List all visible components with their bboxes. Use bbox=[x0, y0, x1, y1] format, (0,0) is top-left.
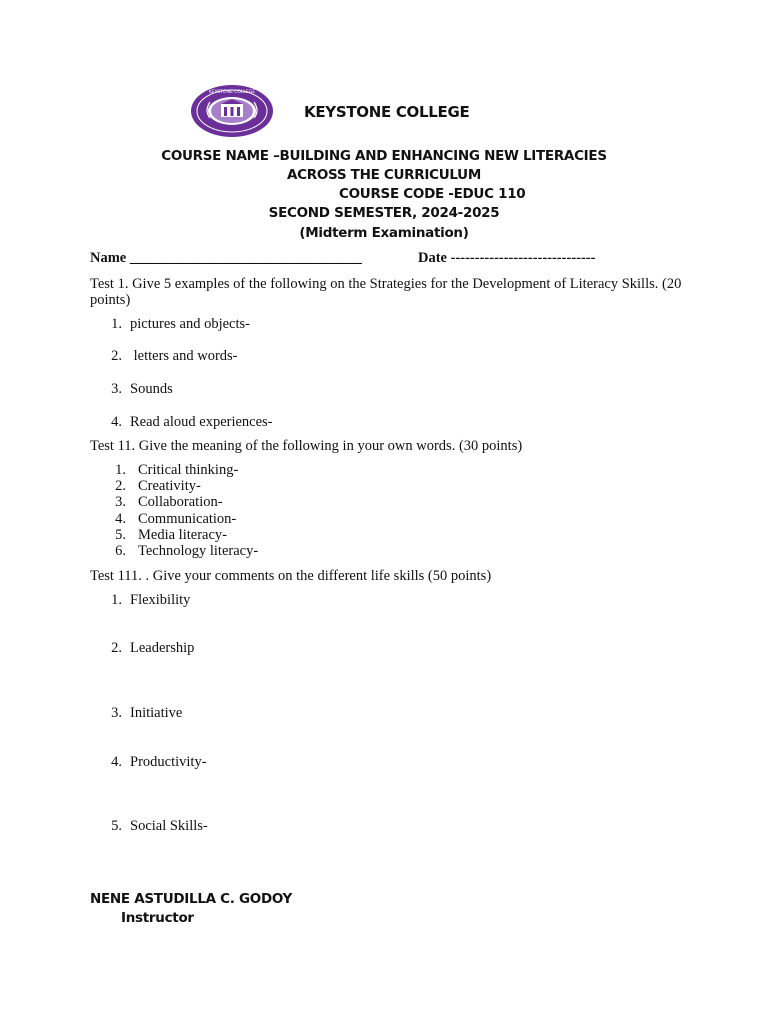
list-item: 2. Creativity- bbox=[115, 478, 201, 494]
list-item: 1. Critical thinking- bbox=[115, 462, 239, 478]
college-logo bbox=[190, 84, 274, 138]
list-item: 3. Collaboration- bbox=[115, 494, 223, 510]
list-item: 2. letters and words- bbox=[111, 348, 238, 364]
list-item: 1. Flexibility bbox=[111, 592, 191, 608]
list-item: 3. Initiative bbox=[111, 705, 183, 721]
svg-text:KEYSTONE COLLEGE: KEYSTONE COLLEGE bbox=[208, 90, 256, 95]
test3-instruction: Test 111. . Give your comments on the different life skills (50 points) bbox=[90, 568, 492, 584]
exam-type: (Midterm Examination) bbox=[299, 225, 469, 241]
course-name-line1: COURSE NAME –BUILDING AND ENHANCING NEW LITERACIES bbox=[161, 148, 607, 164]
list-item: 1. pictures and objects- bbox=[111, 316, 250, 332]
college-name: KEYSTONE COLLEGE bbox=[304, 103, 470, 121]
instructor-title: Instructor bbox=[121, 910, 194, 926]
list-item: 4. Read aloud experiences- bbox=[111, 414, 273, 430]
list-item: 4. Communication- bbox=[115, 511, 237, 527]
semester: SECOND SEMESTER, 2024-2025 bbox=[268, 205, 500, 221]
test1-instruction-line1: Test 1. Give 5 examples of the following on the Strategies for the Development of Literacy Skills. (20 bbox=[90, 276, 682, 292]
list-item: 2. Leadership bbox=[111, 640, 195, 656]
test1-instruction-line2: points) bbox=[90, 292, 131, 308]
date-field: Date ------------------------------ bbox=[418, 250, 596, 266]
list-item: 5. Social Skills- bbox=[111, 818, 208, 834]
name-field: Name ________________________________ bbox=[90, 250, 362, 266]
course-code: COURSE CODE -EDUC 110 bbox=[339, 186, 526, 202]
test2-instruction: Test 11. Give the meaning of the following in your own words. (30 points) bbox=[90, 438, 523, 454]
instructor-name: NENE ASTUDILLA C. GODOY bbox=[90, 891, 293, 907]
list-item: 3. Sounds bbox=[111, 381, 173, 397]
list-item: 5. Media literacy- bbox=[115, 527, 227, 543]
list-item: 4. Productivity- bbox=[111, 754, 207, 770]
list-item: 6. Technology literacy- bbox=[115, 543, 259, 559]
course-name-line2: ACROSS THE CURRICULUM bbox=[287, 167, 481, 183]
